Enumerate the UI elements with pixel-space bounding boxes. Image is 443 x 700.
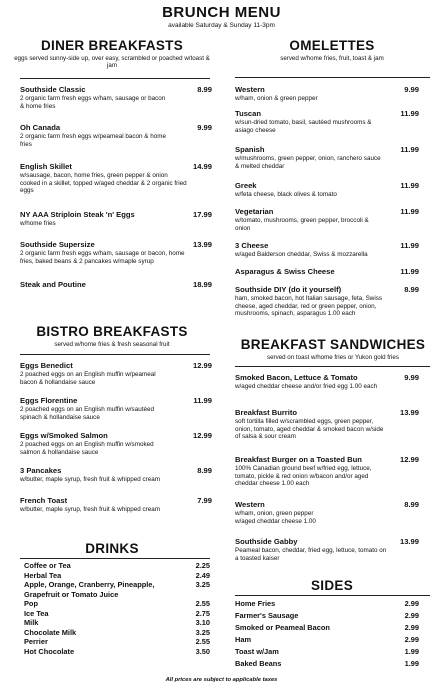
drink-row [24,561,210,570]
drink-price: 3.25 [195,627,210,637]
side-price: 1.99 [404,659,419,668]
side-price: 2.99 [404,599,419,608]
item-price: 8.99 [197,466,212,475]
item-name: Southside Classic [20,85,86,94]
drink-row [24,571,210,580]
divider [20,354,210,355]
item-name: Southside Gabby [235,537,298,546]
drinks-section-header [12,541,212,556]
item-price: 12.99 [192,431,212,440]
item-name: Tuscan [235,109,262,118]
item-description: w/sun-dried tomato, basil, sautéed mushrooms & asiago cheese [235,119,372,134]
drink-row [24,647,210,656]
item-price: 9.99 [404,373,419,382]
side-row [235,635,419,644]
menu-item [20,396,212,421]
menu-item [20,85,212,110]
side-row [235,599,419,608]
sandwiches-section-header [228,337,438,361]
drink-price: 2.55 [195,637,210,646]
item-description: w/aged cheddar cheese and/or fried egg 1.00 each [235,383,378,390]
drink-row [24,580,210,589]
item-description: 2 poached eggs on an English muffin w/peameal bacon & hollandaise sauce [20,371,156,386]
sandwiches-note: served on toast w/home fries or Yukon gold fries [267,354,399,361]
menu-item [235,109,419,134]
item-price: 13.99 [399,537,419,546]
side-row [235,647,419,656]
item-description: 2 organic farm fresh eggs w/ham, sausage or bacon & home fries [20,95,166,110]
item-price: 8.99 [197,85,212,94]
item-description: 2 poached eggs on an English muffin w/smoked salmon & hollandaise sauce [20,441,154,456]
item-price: 11.99 [400,267,419,276]
drink-name: Perrier [24,637,48,646]
menu-item [20,466,212,484]
item-description: ham, smoked bacon, hot Italian sausage, feta, Swiss cheese, aged cheddar, red or green pepper, onion, mushrooms, spinach, asparagus 1.00 each [235,295,383,318]
divider [235,366,430,367]
drink-price: 2.25 [195,561,210,570]
drink-name: Herbal Tea [24,570,62,580]
drink-name: Chocolate Milk [24,627,77,637]
item-description: 2 organic farm fresh eggs w/peameal bacon & home fries [20,133,166,148]
side-row [235,659,419,668]
divider [235,595,430,596]
bistro-section-header [12,324,212,348]
omelettes-note: served w/home fries, fruit, toast & jam [280,55,384,62]
menu-item [20,240,212,265]
menu-item [235,408,419,441]
drink-price: 2.49 [195,570,210,580]
item-name: Greek [235,181,257,190]
drinks-title: DRINKS [85,541,139,556]
item-price: 12.99 [399,455,419,464]
side-row [235,623,419,632]
item-description: w/ham, onion & green pepper [235,95,318,102]
item-name: Breakfast Burrito [235,408,298,417]
item-name: Western [235,85,265,94]
menu-item [235,85,419,103]
item-description: w/ham, onion, green pepper w/aged cheddar cheese 1.00 [235,510,316,525]
menu-title: BRUNCH MENU [162,4,281,21]
item-name: French Toast [20,496,68,505]
item-name: English Skillet [20,162,72,171]
drink-name: Apple, Orange, Cranberry, Pineapple, [24,580,155,589]
drink-price: 2.75 [195,608,210,618]
drink-row [24,599,210,608]
item-description: w/butter, maple syrup, fresh fruit & whipped cream [20,476,160,483]
item-name: Eggs w/Smoked Salmon [20,431,108,440]
menu-item [235,241,419,259]
side-name: Smoked or Peameal Bacon [235,623,330,632]
item-price: 18.99 [192,280,212,289]
item-price: 11.99 [400,109,419,118]
item-description: w/sausage, bacon, home fries, green pepper & onion cooked in a skillet, topped w/aged cheddar & 2 organic fried eggs [20,172,187,195]
menu-item [235,285,419,318]
item-name: Spanish [235,145,265,154]
side-price: 2.99 [404,611,419,620]
item-description: 100% Canadian ground beef w/fried egg, lettuce, tomato, pickle & red onion w/bacon and/or aged cheddar cheese 1.00 each [235,465,372,488]
item-name: Steak and Poutine [20,280,86,289]
item-price: 11.99 [400,207,419,216]
item-price: 8.99 [404,285,419,294]
bistro-title: BISTRO BREAKFASTS [36,324,188,339]
menu-item [235,207,419,232]
drink-row [24,637,210,646]
diner-section-header [12,38,212,70]
menu-item [20,123,212,148]
menu-item [20,210,212,228]
divider [20,78,210,79]
item-description: w/mushrooms, green pepper, onion, ranchero sauce & melted cheddar [235,155,381,170]
item-description: w/home fries [20,220,56,227]
menu-availability: available Saturday & Sunday 11-3pm [168,22,275,29]
item-name: Breakfast Burger on a Toasted Bun [235,455,362,464]
drink-name: Grapefruit or Tomato Juice [24,589,119,599]
item-name: NY AAA Striploin Steak 'n' Eggs [20,210,135,219]
item-name: 3 Pancakes [20,466,62,475]
item-name: Asparagus & Swiss Cheese [235,267,335,276]
item-description: w/butter, maple syrup, fresh fruit & whipped cream [20,506,160,513]
drink-row [24,609,210,618]
menu-item [235,455,419,488]
menu-item [20,162,212,195]
item-description: w/feta cheese, black olives & tomato [235,191,337,198]
side-row [235,611,419,620]
tax-footnote: All prices are subject to applicable taxes [165,677,278,683]
item-price: 9.99 [197,123,212,132]
item-description: 2 poached eggs on an English muffin w/sautéed spinach & hollandaise sauce [20,406,154,421]
drink-name: Milk [24,618,39,627]
item-description: w/aged Balderson cheddar, Swiss & mozzarella [235,251,368,258]
drink-row [24,628,210,637]
item-price: 11.99 [193,396,212,405]
drink-price: 3.25 [195,580,210,589]
menu-item [235,500,419,525]
menu-item [235,267,419,276]
side-name: Farmer's Sausage [235,611,299,620]
sides-title: SIDES [310,578,353,593]
menu-item [20,431,212,456]
item-name: Eggs Florentine [20,396,78,405]
sides-section-header [232,578,432,593]
side-name: Home Fries [235,599,276,608]
item-price: 7.99 [197,496,212,505]
item-price: 14.99 [192,162,212,171]
omelettes-title: OMELETTES [289,38,375,53]
drink-name: Ice Tea [24,608,49,618]
item-price: 8.99 [404,500,419,509]
menu-item [235,537,419,562]
menu-item [20,361,212,386]
omelettes-section-header [232,38,432,62]
drink-price: 2.55 [195,599,210,608]
item-name: Southside DIY (do it yourself) [235,285,342,294]
drink-row [24,618,210,627]
side-price: 1.99 [404,647,419,656]
item-name: Southside Supersize [20,240,95,249]
drink-price: 3.10 [195,618,210,627]
item-price: 17.99 [192,210,212,219]
divider [20,558,210,559]
menu-item [20,496,212,514]
menu-item [235,181,419,199]
item-description: Peameal bacon, cheddar, fried egg, lettuce, tomato on a toasted kaiser [235,547,387,562]
item-price: 13.99 [399,408,419,417]
menu-item [235,145,419,170]
diner-title: DINER BREAKFASTS [40,38,184,53]
drink-name: Pop [24,599,38,608]
item-description: 2 organic farm fresh eggs w/ham, sausage or bacon, home fries, baked beans & 2 pancakes w/maple syrup [20,250,185,265]
item-price: 13.99 [192,240,212,249]
bistro-note: served w/home fries & fresh seasonal fruit [54,341,170,348]
item-price: 11.99 [400,145,419,154]
menu-item [20,280,212,289]
divider [235,77,430,78]
drink-name: Coffee or Tea [24,561,71,570]
item-price: 11.99 [400,241,419,250]
side-name: Toast w/Jam [235,647,279,656]
side-name: Baked Beans [235,659,282,668]
sandwiches-title: BREAKFAST SANDWICHES [240,337,426,352]
item-name: Western [235,500,265,509]
item-name: Vegetarian [235,207,274,216]
drink-price: 3.50 [195,646,210,656]
drink-name: Hot Chocolate [24,646,75,656]
item-price: 12.99 [192,361,212,370]
item-price: 11.99 [400,181,419,190]
menu-item [235,373,419,391]
side-name: Ham [235,635,252,644]
drink-row [24,590,210,599]
diner-note: eggs served sunny-side up, over easy, scrambled or poached w/toast & jam [14,55,210,70]
side-price: 2.99 [404,623,419,632]
item-name: Smoked Bacon, Lettuce & Tomato [235,373,358,382]
item-description: w/tomato, mushrooms, green pepper, broccoli & onion [235,217,369,232]
side-price: 2.99 [404,635,419,644]
item-description: soft tortilla filled w/scrambled eggs, green pepper, onion, tomato, aged cheddar & smoked bacon w/side of salsa & sour cream [235,418,384,441]
item-name: Oh Canada [20,123,61,132]
item-name: Eggs Benedict [20,361,73,370]
item-price: 9.99 [404,85,419,94]
item-name: 3 Cheese [235,241,269,250]
